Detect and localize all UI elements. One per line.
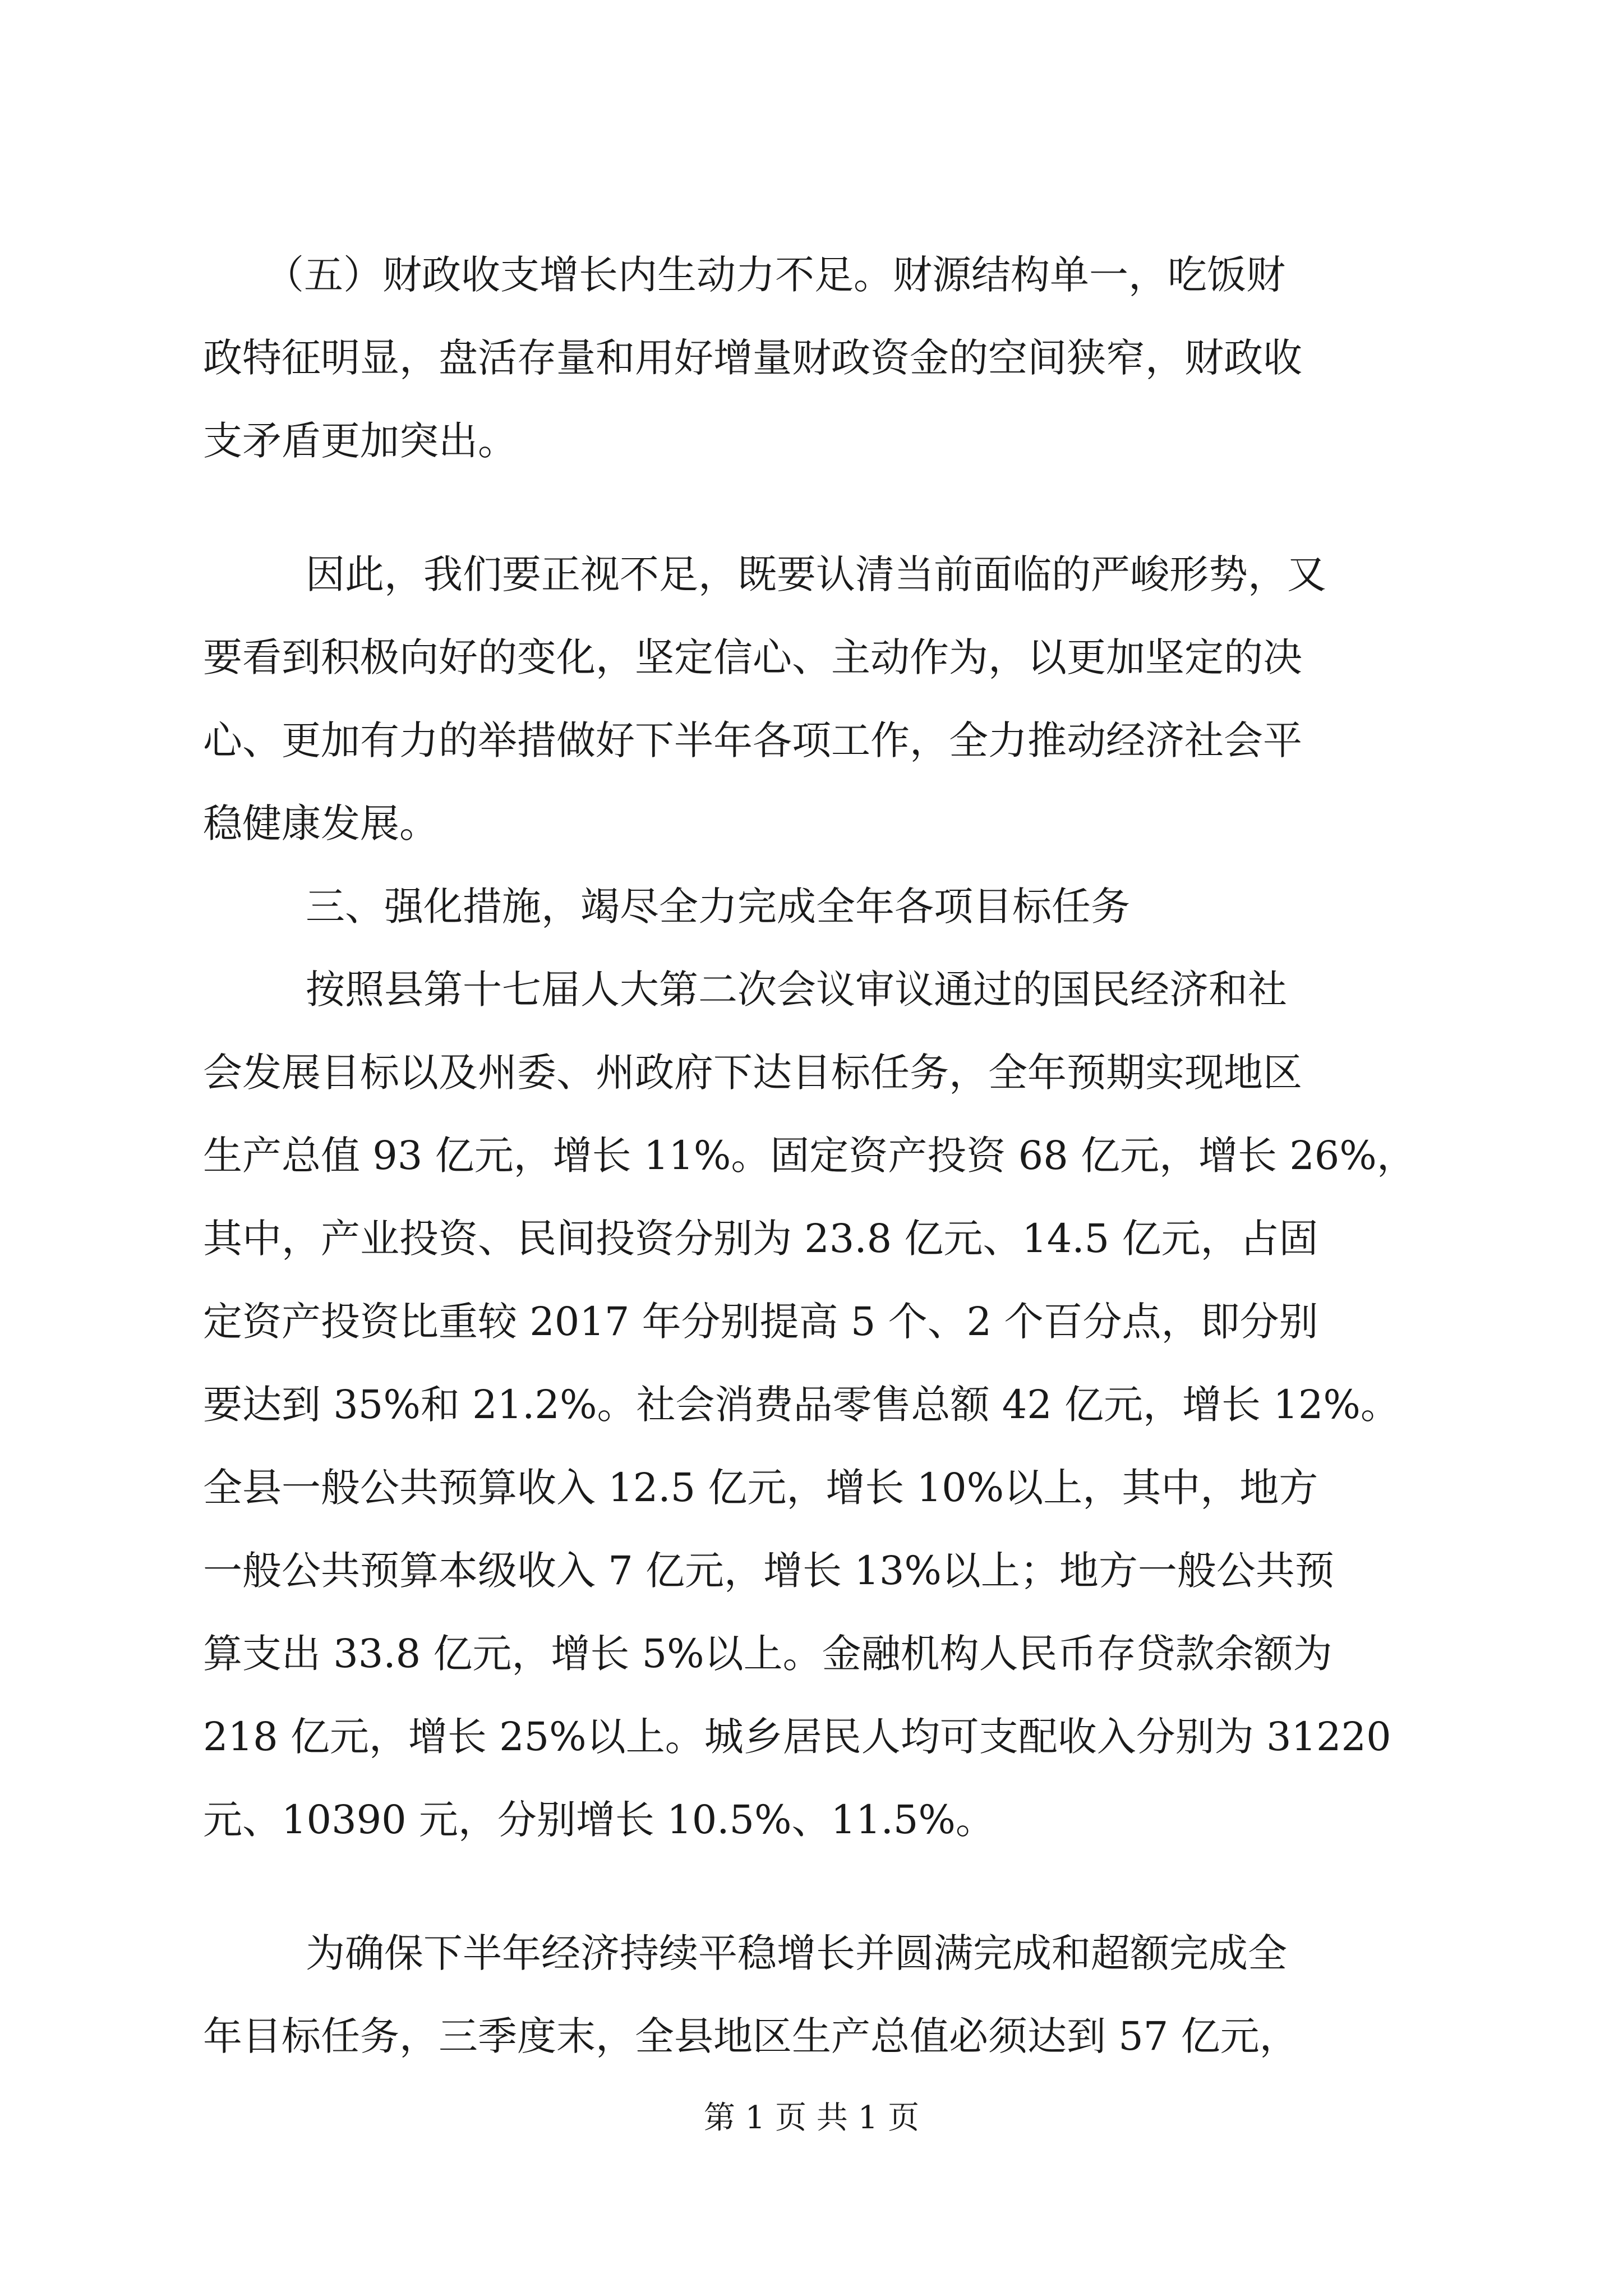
- text-line-3: 支矛盾更加突出。: [203, 418, 517, 464]
- text-line-10: 会发展目标以及州委、州政府下达目标任务，全年预期实现地区: [203, 1050, 1302, 1096]
- text-line-9: 按照县第十七届人大第二次会议审议通过的国民经济和社: [306, 967, 1287, 1013]
- text-line-20: 为确保下半年经济持续平稳增长并圆满完成和超额完成全: [306, 1930, 1287, 1976]
- text-line-19: 元、10390 元，分别增长 10.5%、11.5%。: [203, 1797, 995, 1843]
- text-line-15: 全县一般公共预算收入 12.5 亿元，增长 10%以上，其中，地方: [203, 1465, 1318, 1511]
- text-line-11: 生产总值 93 亿元，增长 11%。固定资产投资 68 亿元，增长 26%，: [203, 1133, 1416, 1179]
- text-line-1: （五）财政收支增长内生动力不足。财源结构单一，吃饭财: [265, 252, 1285, 298]
- text-line-18: 218 亿元，增长 25%以上。城乡居民人均可支配收入分别为 31220: [203, 1714, 1391, 1760]
- text-line-14: 要达到 35%和 21.2%。社会消费品零售总额 42 亿元，增长 12%。: [203, 1382, 1400, 1428]
- text-line-2: 政特征明显，盘活存量和用好增量财政资金的空间狭窄，财政收: [203, 335, 1302, 381]
- text-line-13: 定资产投资比重较 2017 年分别提高 5 个、2 个百分点，即分别: [203, 1299, 1318, 1345]
- text-line-4: 因此，我们要正视不足，既要认清当前面临的严峻形势，又: [306, 551, 1326, 597]
- text-line-6: 心、更加有力的举措做好下半年各项工作，全力推动经济社会平: [203, 717, 1302, 763]
- text-line-17: 算支出 33.8 亿元，增长 5%以上。金融机构人民币存贷款余额为: [203, 1631, 1332, 1677]
- text-line-21: 年目标任务，三季度末，全县地区生产总值必须达到 57 亿元，: [203, 2013, 1299, 2059]
- text-line-5: 要看到积极向好的变化，坚定信心、主动作为，以更加坚定的决: [203, 634, 1302, 680]
- page-footer: 第 1 页 共 1 页: [703, 2100, 920, 2136]
- text-line-7: 稳健康发展。: [203, 800, 439, 846]
- section-heading: 三、强化措施，竭尽全力完成全年各项目标任务: [306, 884, 1130, 930]
- text-line-16: 一般公共预算本级收入 7 亿元，增长 13%以上；地方一般公共预: [203, 1548, 1334, 1594]
- text-line-12: 其中，产业投资、民间投资分别为 23.8 亿元、14.5 亿元，占固: [203, 1216, 1318, 1262]
